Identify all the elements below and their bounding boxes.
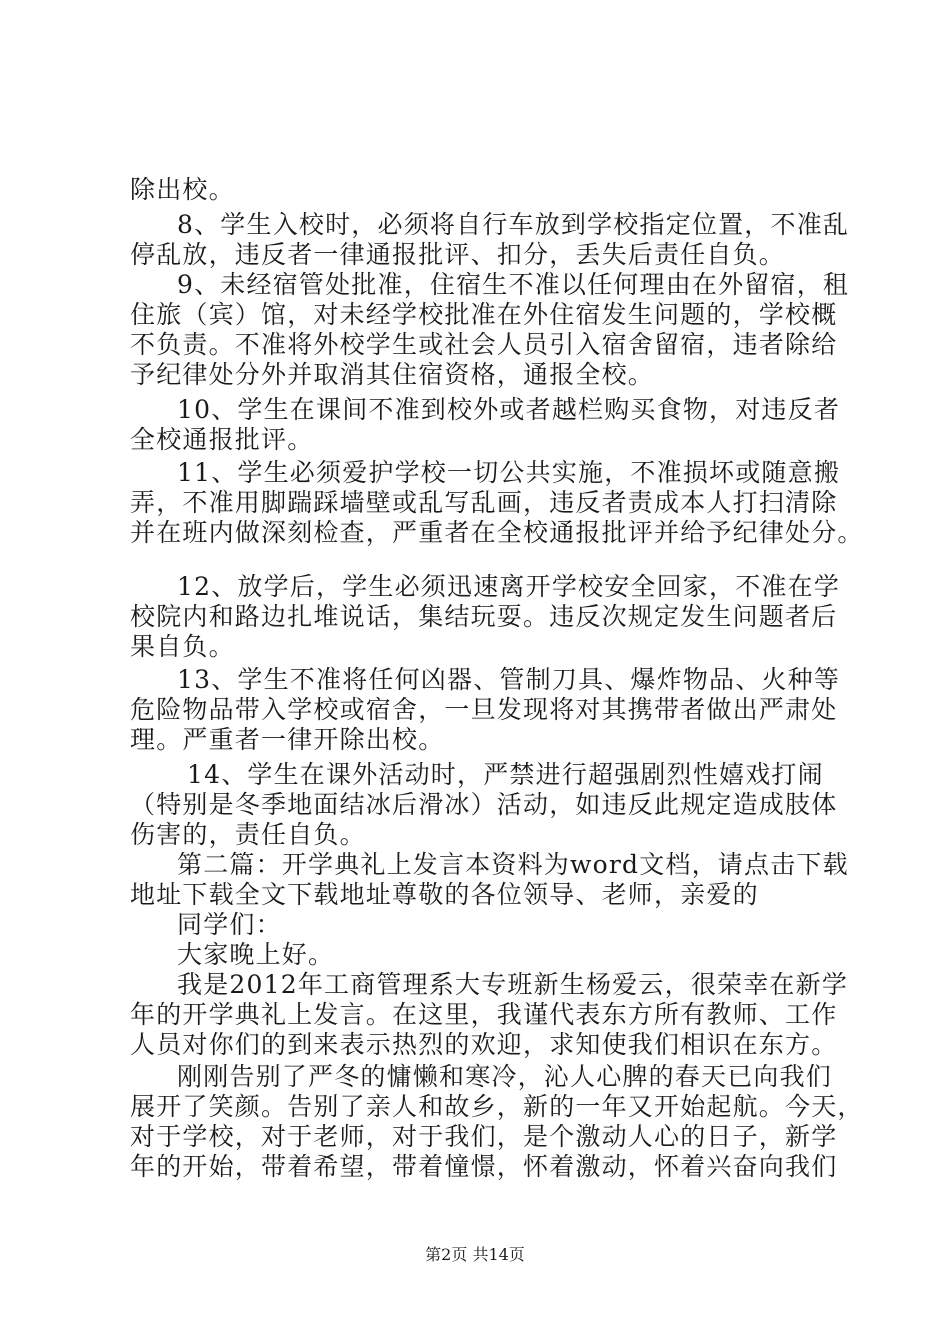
text-line: 人员对你们的到来表示热烈的欢迎，求知使我们相识在东方。	[130, 1030, 838, 1059]
text-line: 弄，不准用脚踹踩墙壁或乱写乱画，违反者责成本人打扫清除	[130, 488, 838, 517]
text-line: 大家晚上好。	[177, 940, 335, 969]
text-line: 展开了笑颜。告别了亲人和故乡，新的一年又开始起航。今天，	[130, 1092, 864, 1121]
text-line: 同学们：	[177, 910, 282, 939]
text-line: 13、学生不准将任何凶器、管制刀具、爆炸物品、火种等	[177, 665, 841, 694]
text-line: 第二篇：开学典礼上发言本资料为word文档，请点击下载	[177, 850, 849, 879]
text-line: 予纪律处分外并取消其住宿资格，通报全校。	[130, 360, 655, 389]
text-line: 地址下载全文下载地址尊敬的各位领导、老师，亲爱的	[130, 880, 759, 909]
page-number-footer: 第2页 共14页	[425, 1245, 525, 1264]
text-line: 住旅（宾）馆，对未经学校批准在外住宿发生问题的，学校概	[130, 300, 838, 329]
text-line: 并在班内做深刻检查，严重者在全校通报批评并给予纪律处分。	[130, 518, 864, 547]
text-line: 校院内和路边扎堆说话，集结玩耍。违反次规定发生问题者后	[130, 602, 838, 631]
text-line: 果自负。	[130, 632, 235, 661]
text-line: 危险物品带入学校或宿舍，一旦发现将对其携带者做出严肃处	[130, 695, 838, 724]
text-line: 9、未经宿管处批准，住宿生不准以任何理由在外留宿，租	[177, 270, 850, 299]
text-line: 年的开始，带着希望，带着憧憬，怀着激动，怀着兴奋向我们	[130, 1152, 838, 1181]
text-line: 伤害的，责任自负。	[130, 820, 366, 849]
text-line: 对于学校，对于老师，对于我们，是个激动人心的日子，新学	[130, 1122, 838, 1151]
text-line: 全校通报批评。	[130, 425, 314, 454]
text-line: 10、学生在课间不准到校外或者越栏购买食物，对违反者	[177, 395, 841, 424]
text-line: 12、放学后，学生必须迅速离开学校安全回家，不准在学	[177, 572, 841, 601]
text-line: 年的开学典礼上发言。在这里，我谨代表东方所有教师、工作	[130, 1000, 838, 1029]
text-line: （特别是冬季地面结冰后滑冰）活动，如违反此规定造成肢体	[130, 790, 838, 819]
text-line: 理。严重者一律开除出校。	[130, 725, 445, 754]
text-line: 停乱放，违反者一律通报批评、扣分，丢失后责任自负。	[130, 240, 786, 269]
text-line: 除出校。	[130, 175, 235, 204]
text-line: 刚刚告别了严冬的慵懒和寒冷，沁人心脾的春天已向我们	[177, 1062, 833, 1091]
text-line: 11、学生必须爱护学校一切公共实施，不准损坏或随意搬	[177, 458, 841, 487]
text-line: 8、学生入校时，必须将自行车放到学校指定位置，不准乱	[177, 210, 850, 239]
text-line: 不负责。不准将外校学生或社会人员引入宿舍留宿，违者除给	[130, 330, 838, 359]
text-line: 14、学生在课外活动时，严禁进行超强剧烈性嬉戏打闹	[187, 760, 824, 789]
text-line: 我是2012年工商管理系大专班新生杨爱云，很荣幸在新学	[177, 970, 849, 999]
